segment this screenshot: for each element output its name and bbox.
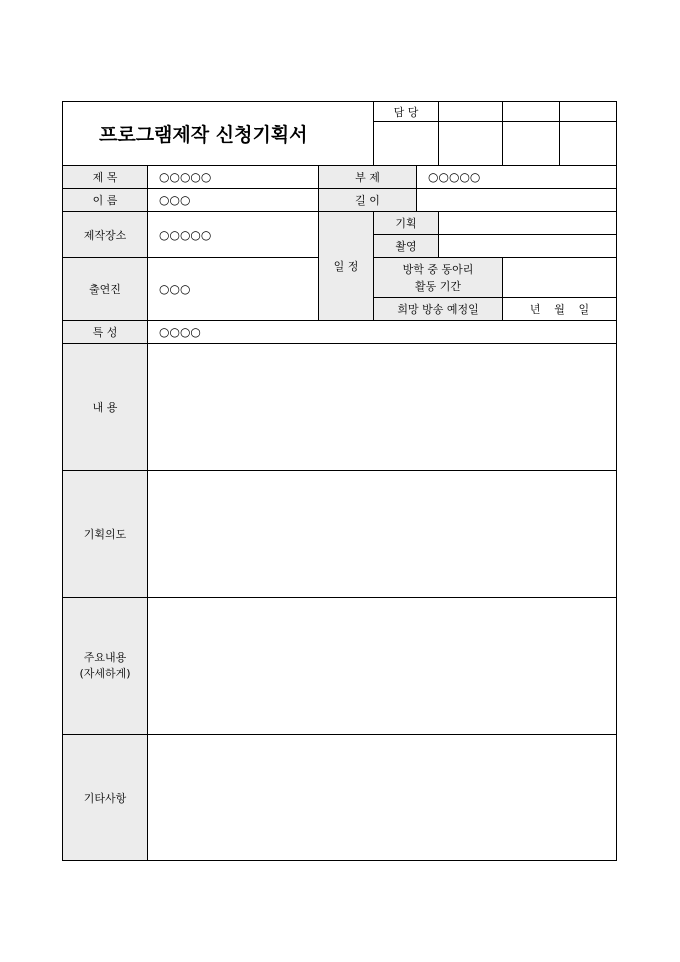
subject-value[interactable]: ○○○○○ (148, 166, 319, 189)
planning-label: 기획 (374, 212, 439, 235)
intent-label: 기획의도 (63, 471, 148, 598)
approval-sign-cell-2[interactable] (439, 122, 503, 166)
approval-header-cell-3 (560, 102, 617, 122)
cast-value[interactable]: ○○○ (148, 258, 319, 321)
approval-sign-cell-4[interactable] (560, 122, 617, 166)
feature-label: 특 성 (63, 321, 148, 344)
approval-sign-cell-3[interactable] (503, 122, 560, 166)
feature-value[interactable]: ○○○○ (148, 321, 617, 344)
application-form (62, 101, 617, 861)
name-label: 이 름 (63, 189, 148, 212)
name-value[interactable]: ○○○ (148, 189, 319, 212)
schedule-label: 일 정 (319, 212, 374, 321)
cast-label: 출연진 (63, 258, 148, 321)
main-content-area[interactable] (148, 598, 617, 735)
approval-header-cell-1 (439, 102, 503, 122)
main-content-label (63, 598, 148, 735)
filming-label: 촬영 (374, 235, 439, 258)
subtitle-label: 부 제 (319, 166, 417, 189)
day-label: 일 (578, 303, 590, 316)
vacation-period-label-line2: 활동 기간 (415, 279, 462, 293)
broadcast-date-label: 희망 방송 예정일 (374, 298, 503, 321)
form-title: 프로그램제작 신청기획서 (63, 102, 374, 166)
approval-label: 담 당 (374, 102, 439, 122)
filming-value[interactable] (439, 235, 617, 258)
subject-label: 제 목 (63, 166, 148, 189)
approval-sign-cell-1[interactable] (374, 122, 439, 166)
location-value[interactable]: ○○○○○ (148, 212, 319, 258)
main-content-label-line1: 주요내용 (83, 651, 127, 664)
vacation-period-label-line1: 방학 중 동아리 (402, 262, 474, 276)
length-label: 길 이 (319, 189, 417, 212)
month-label: 월 (554, 303, 565, 316)
location-label: 제작장소 (63, 212, 148, 258)
main-content-label-line2: (자세하게) (79, 667, 131, 680)
subtitle-value[interactable]: ○○○○○ (417, 166, 617, 189)
etc-area[interactable] (148, 735, 617, 861)
intent-area[interactable] (148, 471, 617, 598)
content-area[interactable] (148, 344, 617, 471)
approval-header-cell-2 (503, 102, 560, 122)
year-label: 년 (529, 303, 541, 316)
content-label: 내 용 (63, 344, 148, 471)
planning-value[interactable] (439, 212, 617, 235)
broadcast-date-value[interactable] (503, 298, 617, 321)
vacation-period-value[interactable] (503, 258, 617, 298)
length-value[interactable] (417, 189, 617, 212)
etc-label: 기타사항 (63, 735, 148, 861)
vacation-period-label (374, 258, 503, 298)
